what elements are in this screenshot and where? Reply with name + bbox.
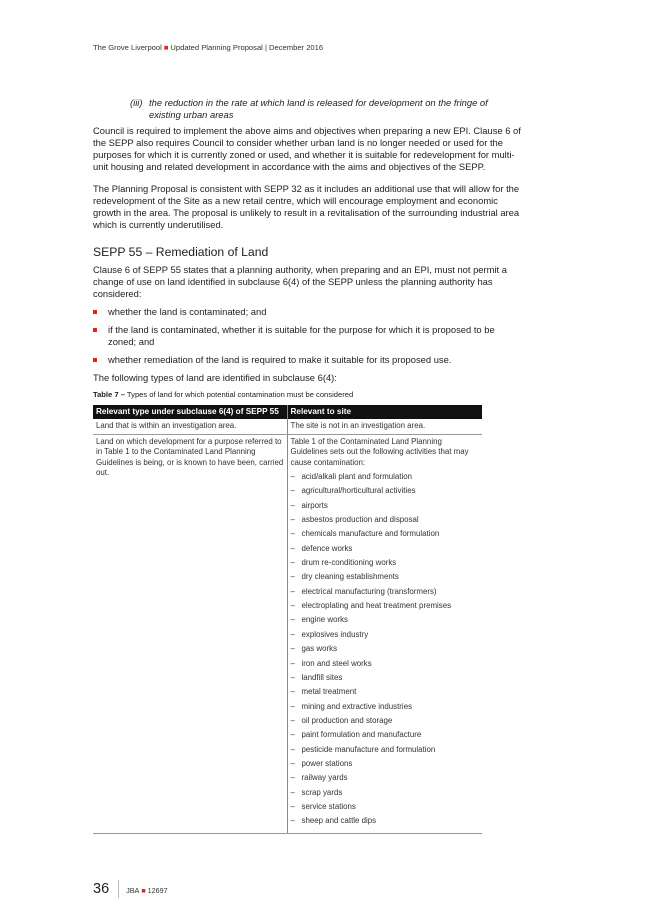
activity-item [291, 730, 480, 740]
activity-item [291, 716, 480, 726]
dash-marker: – [290, 586, 295, 596]
square-bullet-icon [93, 328, 97, 332]
header-title: The Grove Liverpool [93, 43, 162, 52]
activity-text: explosives industry [301, 629, 369, 639]
dash-marker: – [290, 701, 295, 711]
activity-text: service stations [301, 801, 356, 811]
dash-marker: – [290, 529, 295, 539]
table-cell: Land that is within an investigation area. [93, 419, 287, 434]
column-header: Relevant to site [287, 405, 482, 419]
dash-marker: – [290, 629, 295, 639]
table-caption-label: Table 7 – [93, 390, 125, 399]
dash-marker: – [290, 672, 295, 682]
org-name: JBA [126, 886, 140, 895]
activity-text: pesticide manufacture and formulation [301, 744, 436, 754]
square-bullet-icon [93, 310, 97, 314]
dash-marker: – [290, 658, 295, 668]
activity-text: agricultural/horticultural activities [301, 486, 416, 496]
table-cell: Land on which development for a purpose referred to in Table 1 to the Contaminated Land Planning Guidelines is being, or is known to have been, carried out. [93, 434, 287, 833]
activity-item [291, 529, 480, 539]
activity-text: power stations [301, 758, 353, 768]
activity-text: iron and steel works [301, 658, 372, 668]
dash-marker: – [290, 801, 295, 811]
table-row [93, 434, 482, 833]
activity-text: electrical manufacturing (transformers) [301, 586, 437, 596]
dash-marker: – [290, 744, 295, 754]
activity-item [291, 630, 480, 640]
activity-item [291, 572, 480, 582]
activity-text: defence works [301, 543, 353, 553]
table-row [93, 419, 482, 434]
table-cell-intro: Table 1 of the Contaminated Land Planning Guidelines sets out the following activities that may cause contamination: [290, 436, 469, 467]
dash-marker: – [290, 687, 295, 697]
separator-dot-icon: ■ [163, 43, 169, 52]
activity-list [291, 472, 480, 827]
dash-marker: – [290, 515, 295, 525]
activity-text: dry cleaning establishments [301, 572, 399, 582]
table-caption [93, 390, 525, 399]
activity-item [291, 558, 480, 568]
activity-item [291, 659, 480, 669]
column-header: Relevant type under subclause 6(4) of SEPP 55 [93, 405, 287, 419]
activity-text: gas works [301, 644, 338, 654]
dash-marker: – [290, 773, 295, 783]
activity-text: oil production and storage [301, 715, 393, 725]
activity-text: airports [301, 500, 328, 510]
bullet-list [93, 306, 525, 366]
activity-text: drum re-conditioning works [301, 558, 397, 568]
activity-item [291, 472, 480, 482]
dash-marker: – [290, 644, 295, 654]
square-bullet-icon [93, 358, 97, 362]
list-item-text: whether remediation of the land is required to make it suitable for its proposed use. [108, 354, 452, 365]
activity-text: metal treatment [301, 687, 357, 697]
table-header-row [93, 405, 482, 419]
clause-number: (iii) [130, 97, 143, 108]
paragraph: Council is required to implement the above aims and objectives when preparing a new EPI. Clause 6 of the SEPP also requires Council to consider whether urban land is no longer needed or used for the purposes for which it is currently zoned or used, and whether it is suitable for redevelopment for multi-unit housing and related development in accordance with the aims and objectives of the SEPP. [93, 125, 521, 172]
activity-text: engine works [301, 615, 348, 625]
dash-marker: – [290, 472, 295, 482]
activity-text: mining and extractive industries [301, 701, 413, 711]
page-number: 36 [93, 880, 119, 898]
activity-item [291, 788, 480, 798]
paragraph: The following types of land are identified in subclause 6(4): [93, 372, 337, 383]
dash-marker: – [290, 558, 295, 568]
activity-text: sheep and cattle dips [301, 816, 377, 826]
dash-marker: – [290, 816, 295, 826]
activity-text: chemicals manufacture and formulation [301, 529, 440, 539]
activity-text: railway yards [301, 773, 348, 783]
dash-marker: – [290, 730, 295, 740]
dash-marker: – [290, 486, 295, 496]
footer-org [119, 886, 168, 898]
activity-text: scrap yards [301, 787, 343, 797]
dash-marker: – [290, 572, 295, 582]
list-item [93, 324, 525, 348]
dash-marker: – [290, 615, 295, 625]
activity-text: electroplating and heat treatment premises [301, 601, 452, 611]
activity-text: acid/alkali plant and formulation [301, 472, 413, 482]
activity-item [291, 802, 480, 812]
activity-item [291, 515, 480, 525]
section-intro: Clause 6 of SEPP 55 states that a planning authority, when preparing and an EPI, must not permit a change of use on land identified in subclause 6(4) of the SEPP unless the planning authority has considered: [93, 264, 507, 299]
activity-text: paint formulation and manufacture [301, 730, 422, 740]
table-caption-text: Types of land for which potential contamination must be considered [126, 390, 354, 399]
clause-item [130, 97, 525, 121]
list-item-text: if the land is contaminated, whether it is suitable for the purpose for which it is proposed to be zoned; and [108, 324, 495, 347]
dash-marker: – [290, 601, 295, 611]
activity-item [291, 615, 480, 625]
project-number: 12697 [147, 886, 168, 895]
activity-item [291, 587, 480, 597]
activity-item [291, 644, 480, 654]
header-subtitle: Updated Planning Proposal | December 2016 [170, 43, 324, 52]
section-heading: SEPP 55 – Remediation of Land [93, 245, 269, 259]
dash-marker: – [290, 758, 295, 768]
activity-item [291, 759, 480, 769]
activity-item [291, 501, 480, 511]
table-cell: The site is not in an investigation area. [287, 419, 482, 434]
activity-item [291, 486, 480, 496]
activity-item [291, 673, 480, 683]
activity-text: landfill sites [301, 672, 343, 682]
clause-text: the reduction in the rate at which land is released for development on the fringe of existing urban areas [149, 97, 488, 120]
activity-item [291, 702, 480, 712]
activity-item [291, 745, 480, 755]
separator-dot-icon: ■ [141, 886, 146, 895]
land-types-table [93, 405, 482, 834]
dash-marker: – [290, 715, 295, 725]
dash-marker: – [290, 787, 295, 797]
activity-text: asbestos production and disposal [301, 515, 419, 525]
list-item [93, 306, 525, 318]
dash-marker: – [290, 500, 295, 510]
activity-item [291, 687, 480, 697]
list-item [93, 354, 525, 366]
document-body [93, 97, 525, 834]
list-item-text: whether the land is contaminated; and [108, 306, 267, 317]
dash-marker: – [290, 543, 295, 553]
activity-item [291, 816, 480, 826]
activity-item [291, 544, 480, 554]
activity-item [291, 773, 480, 783]
running-header [93, 43, 323, 52]
table-cell [287, 434, 482, 833]
paragraph: The Planning Proposal is consistent with SEPP 32 as it includes an additional use that will allow for the redevelopment of the Site as a new retail centre, which will encourage employment and economic growth in the area. The proposal is unlikely to result in a revitalisation of the surrounding industrial area which is currently underutilised. [93, 183, 520, 230]
activity-item [291, 601, 480, 611]
page-footer [93, 880, 168, 898]
